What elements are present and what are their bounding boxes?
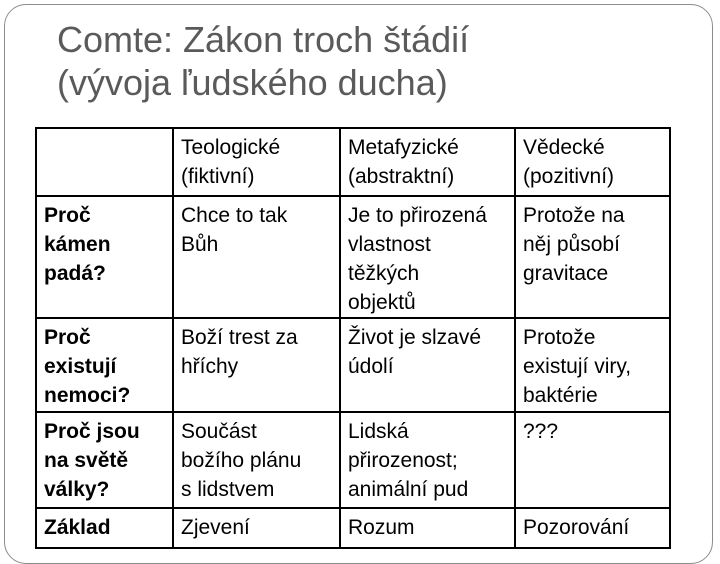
cell-line: kámen bbox=[44, 233, 111, 256]
cell-scientific bbox=[515, 508, 670, 548]
table-row bbox=[36, 196, 670, 318]
cell-theological bbox=[173, 508, 340, 548]
cell-scientific bbox=[515, 412, 670, 508]
cell-line: na světě bbox=[44, 449, 129, 472]
header-cell-empty bbox=[36, 128, 173, 196]
row-question bbox=[36, 196, 173, 318]
cell-line: Metafyzické bbox=[348, 136, 459, 159]
cell-line: (abstraktní) bbox=[348, 165, 455, 188]
cell-line: existují viry, bbox=[523, 355, 632, 378]
cell-line: Rozum bbox=[348, 516, 415, 539]
cell-line: Je to přirozená bbox=[348, 204, 487, 227]
cell-line: existují bbox=[44, 355, 117, 378]
cell-line: Proč bbox=[44, 326, 91, 349]
cell-line: Pozorování bbox=[523, 516, 630, 539]
cell-line: údolí bbox=[348, 355, 394, 378]
header-cell-theological bbox=[173, 128, 340, 196]
cell-line: Protože na bbox=[523, 204, 625, 227]
cell-line: Zjevení bbox=[181, 516, 250, 539]
cell-line: gravitace bbox=[523, 262, 609, 285]
cell-line: Bůh bbox=[181, 233, 219, 256]
cell-line: Součást bbox=[181, 420, 257, 443]
table-row bbox=[36, 318, 670, 412]
cell-scientific bbox=[515, 196, 670, 318]
cell-theological bbox=[173, 412, 340, 508]
cell-line: Boží trest za bbox=[181, 326, 298, 349]
cell-line: těžkých bbox=[348, 262, 420, 285]
cell-metaphysical bbox=[340, 508, 515, 548]
cell-line: Vědecké bbox=[523, 136, 605, 159]
cell-line: války? bbox=[44, 478, 110, 501]
cell-theological bbox=[173, 196, 340, 318]
cell-line: objektů bbox=[348, 291, 416, 314]
cell-line: ??? bbox=[523, 420, 559, 443]
cell-line: padá? bbox=[44, 262, 106, 285]
cell-line: božího plánu bbox=[181, 449, 302, 472]
header-row bbox=[36, 128, 670, 196]
cell-scientific bbox=[515, 318, 670, 412]
cell-line: Lidská bbox=[348, 420, 409, 443]
cell-line: animální pud bbox=[348, 478, 469, 501]
row-question bbox=[36, 318, 173, 412]
cell-line: Základ bbox=[44, 516, 111, 539]
cell-line: (pozitivní) bbox=[523, 165, 615, 188]
cell-theological bbox=[173, 318, 340, 412]
cell-line: Proč bbox=[44, 204, 91, 227]
cell-line: Protože bbox=[523, 326, 596, 349]
cell-line: baktérie bbox=[523, 384, 598, 407]
slide-title bbox=[57, 18, 697, 104]
stages-table bbox=[35, 127, 671, 549]
header-cell-scientific bbox=[515, 128, 670, 196]
cell-line: hříchy bbox=[181, 355, 239, 378]
table-row bbox=[36, 412, 670, 508]
slide-title-line-2: (vývoja ľudského ducha) bbox=[57, 62, 448, 103]
row-question bbox=[36, 508, 173, 548]
cell-metaphysical bbox=[340, 318, 515, 412]
slide-title-line-1: Comte: Zákon troch štádií bbox=[57, 19, 470, 60]
table-row bbox=[36, 508, 670, 548]
cell-line: (fiktivní) bbox=[181, 165, 255, 188]
cell-line: něj působí bbox=[523, 233, 620, 256]
cell-line: s lidstvem bbox=[181, 478, 275, 501]
cell-line: Proč jsou bbox=[44, 420, 140, 443]
cell-metaphysical bbox=[340, 196, 515, 318]
row-question bbox=[36, 412, 173, 508]
cell-line: Život je slzavé bbox=[348, 326, 482, 349]
cell-line: přirozenost; bbox=[348, 449, 458, 472]
cell-line: Chce to tak bbox=[181, 204, 288, 227]
cell-metaphysical bbox=[340, 412, 515, 508]
cell-line: Teologické bbox=[181, 136, 281, 159]
header-cell-metaphysical bbox=[340, 128, 515, 196]
cell-line: nemoci? bbox=[44, 384, 131, 407]
cell-line: vlastnost bbox=[348, 233, 431, 256]
